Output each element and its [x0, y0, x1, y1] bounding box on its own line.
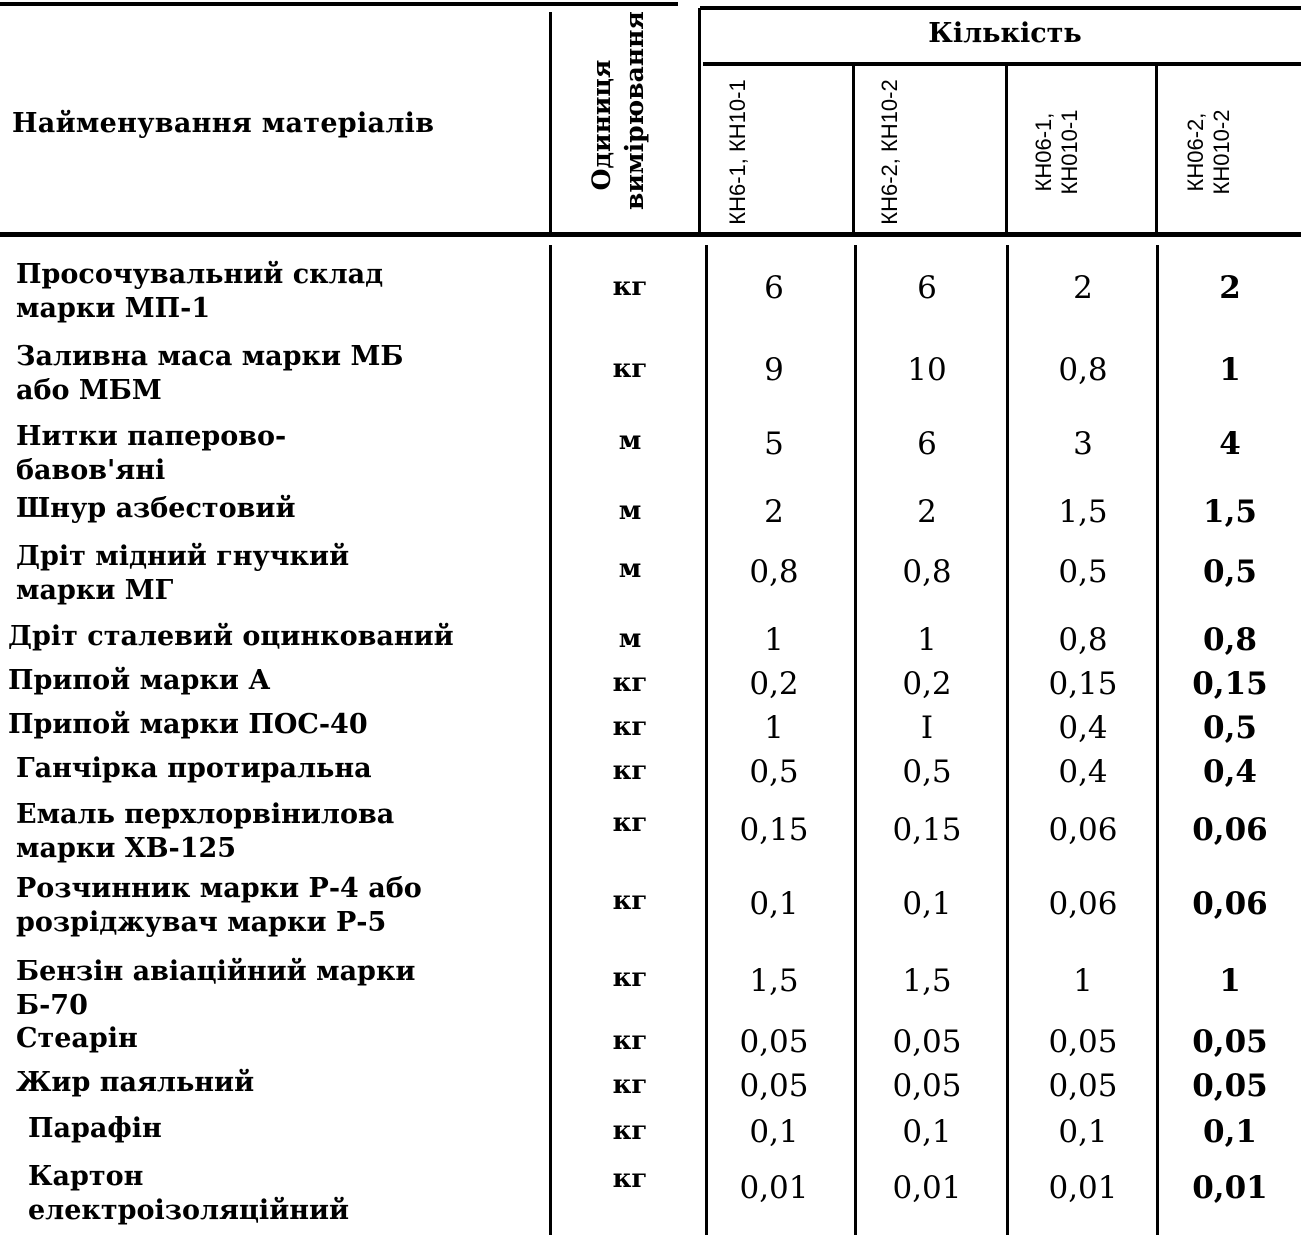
quantity-cell: 0,06 [1192, 812, 1268, 848]
quantity-cell: 0,06 [1048, 886, 1118, 922]
quantity-cell: 0,1 [749, 886, 799, 922]
quantity-cell: 0,01 [1048, 1170, 1118, 1206]
material-name-line: Б-70 [16, 990, 88, 1021]
material-name-line: Нитки паперово- [16, 421, 287, 452]
material-name-line: бавов'яні [16, 455, 166, 486]
quantity-cell: 0,05 [892, 1068, 962, 1104]
top-rule [0, 2, 678, 6]
quantity-cell: 0,1 [1058, 1114, 1108, 1150]
quantity-cell: 0,15 [1048, 666, 1118, 702]
material-name-line: Припой марки А [8, 665, 271, 696]
quantity-cell: 0,05 [739, 1068, 809, 1104]
quantity-cell: 2 [1073, 270, 1093, 306]
quantity-cell: 1 [1219, 963, 1241, 999]
header-bottom-rule [0, 232, 1301, 237]
quantity-cell: 0,5 [1203, 554, 1257, 590]
unit-cell: м [618, 624, 642, 654]
material-name-line: Бензін авіаційний марки [16, 956, 416, 987]
quantity-cell: 0,05 [739, 1024, 809, 1060]
material-name-line: або МБМ [16, 375, 162, 406]
quantity-cell: 0,1 [1203, 1114, 1257, 1150]
quantity-cell: 0,4 [1058, 754, 1108, 790]
material-name-line: Стеарін [16, 1023, 138, 1054]
material-name [8, 620, 454, 654]
material-name [16, 258, 383, 326]
quantity-cell: 0,06 [1192, 886, 1268, 922]
quantity-cell: 0,01 [1192, 1170, 1268, 1206]
quantity-cell: 0,5 [1203, 710, 1257, 746]
quantity-cell: 0,8 [1058, 352, 1108, 388]
unit-cell: кг [612, 1164, 648, 1194]
quantity-cell: 1 [764, 622, 784, 658]
quantity-cell: 0,15 [739, 812, 809, 848]
quantity-cell: 6 [917, 426, 937, 462]
material-name [16, 1066, 254, 1100]
material-name [16, 492, 295, 526]
quantity-cell: 0,05 [1048, 1024, 1118, 1060]
quantity-cell: 0,01 [892, 1170, 962, 1206]
header-col-1: КН6-1, КН10-1 [725, 79, 750, 225]
column-divider [1155, 66, 1158, 234]
quantity-cell: 1 [1219, 352, 1241, 388]
quantity-cell: 0,1 [749, 1114, 799, 1150]
unit-cell: кг [612, 1026, 648, 1056]
quantity-cell: 0,05 [1192, 1068, 1268, 1104]
unit-cell: м [618, 554, 642, 584]
column-divider [698, 8, 701, 234]
unit-cell: кг [612, 886, 648, 916]
quantity-cell: 1,5 [902, 963, 952, 999]
quantity-cell: 0,1 [902, 1114, 952, 1150]
quantity-header-rule [703, 62, 1301, 66]
quantity-cell: 0,5 [1058, 554, 1108, 590]
material-name-line: Парафін [28, 1113, 162, 1144]
quantity-cell: 0,5 [749, 754, 799, 790]
header-col-4: КН06-2, КН010-2 [1183, 109, 1234, 195]
material-name-line: Жир паяльний [16, 1067, 255, 1098]
quantity-cell: 0,4 [1203, 754, 1257, 790]
quantity-cell: 0,05 [1048, 1068, 1118, 1104]
unit-cell: кг [612, 712, 648, 742]
unit-cell: кг [612, 808, 648, 838]
unit-cell: кг [612, 1116, 648, 1146]
quantity-cell: 6 [917, 270, 937, 306]
material-name [16, 955, 415, 1023]
unit-cell: кг [612, 1070, 648, 1100]
quantity-cell: 0,1 [902, 886, 952, 922]
quantity-cell: 4 [1219, 426, 1241, 462]
quantity-cell: 0,2 [749, 666, 799, 702]
quantity-cell: 10 [907, 352, 947, 388]
material-name-line: Шнур азбестовий [16, 493, 296, 524]
quantity-cell: 1 [1073, 963, 1093, 999]
quantity-cell: 0,8 [1058, 622, 1108, 658]
column-divider [1005, 66, 1008, 234]
quantity-cell: 2 [1219, 270, 1241, 306]
material-name [16, 752, 372, 786]
material-name [28, 1112, 162, 1146]
material-name-line: Заливна маса марки МБ [16, 341, 404, 372]
quantity-cell: 0,8 [1203, 622, 1257, 658]
material-name-line: електроізоляційний [28, 1195, 350, 1226]
material-name [16, 1022, 138, 1056]
quantity-cell: 0,15 [892, 812, 962, 848]
quantity-cell: 0,2 [902, 666, 952, 702]
material-name-line: Дріт сталевий оцинкований [8, 621, 454, 652]
material-name-line: Розчинник марки Р-4 або [16, 873, 422, 904]
unit-cell: кг [612, 963, 648, 993]
unit-cell: кг [612, 756, 648, 786]
unit-cell: м [618, 496, 642, 526]
top-rule [700, 6, 1301, 10]
quantity-cell: 2 [917, 494, 937, 530]
material-name [8, 708, 368, 742]
column-divider [1006, 245, 1009, 1235]
material-name [16, 540, 349, 608]
header-quantity: Кількість [928, 18, 1082, 49]
material-name-line: марки ХВ-125 [16, 833, 237, 864]
unit-cell: кг [612, 668, 648, 698]
column-divider [549, 12, 552, 234]
header-col-3: КН06-1, КН010-1 [1031, 109, 1082, 195]
material-name [16, 872, 422, 940]
unit-cell: кг [612, 272, 648, 302]
material-name-line: марки МП-1 [16, 293, 211, 324]
column-divider [1156, 245, 1159, 1235]
column-divider [549, 245, 552, 1235]
material-name-line: розріджувач марки Р-5 [16, 907, 387, 938]
quantity-cell: 1,5 [749, 963, 799, 999]
material-name-line: Емаль перхлорвінилова [16, 799, 395, 830]
header-materials: Найменування матеріалів [12, 108, 435, 139]
material-name-line: Дріт мідний гнучкий [16, 541, 350, 572]
quantity-cell: 0,05 [1192, 1024, 1268, 1060]
quantity-cell: 2 [764, 494, 784, 530]
material-name-line: Припой марки ПОС-40 [8, 709, 368, 740]
quantity-cell: I [920, 710, 934, 746]
quantity-cell: 9 [764, 352, 784, 388]
header-col-2: КН6-2, КН10-2 [877, 79, 902, 225]
quantity-cell: 0,8 [749, 554, 799, 590]
material-name-line: марки МГ [16, 575, 174, 606]
unit-cell: кг [612, 354, 648, 384]
material-name-line: Просочувальний склад [16, 259, 384, 290]
material-name-line: Картон [28, 1161, 144, 1192]
quantity-cell: 1,5 [1058, 494, 1108, 530]
quantity-cell: 0,5 [902, 754, 952, 790]
material-name [16, 340, 403, 408]
quantity-cell: 0,8 [902, 554, 952, 590]
header-unit: Одиниця вимірювання [587, 11, 649, 210]
quantity-cell: 0,01 [739, 1170, 809, 1206]
quantity-cell: 6 [764, 270, 784, 306]
material-name [16, 420, 286, 488]
quantity-cell: 0,06 [1048, 812, 1118, 848]
quantity-cell: 0,05 [892, 1024, 962, 1060]
quantity-cell: 0,15 [1192, 666, 1268, 702]
column-divider [852, 66, 855, 234]
material-name-line: Ганчірка протиральна [16, 753, 372, 784]
quantity-cell: 1,5 [1203, 494, 1257, 530]
material-name [8, 664, 270, 698]
material-name [16, 798, 394, 866]
quantity-cell: 1 [764, 710, 784, 746]
quantity-cell: 3 [1073, 426, 1093, 462]
quantity-cell: 1 [917, 622, 937, 658]
material-name [28, 1160, 349, 1228]
unit-cell: м [618, 426, 642, 456]
quantity-cell: 0,4 [1058, 710, 1108, 746]
quantity-cell: 5 [764, 426, 784, 462]
